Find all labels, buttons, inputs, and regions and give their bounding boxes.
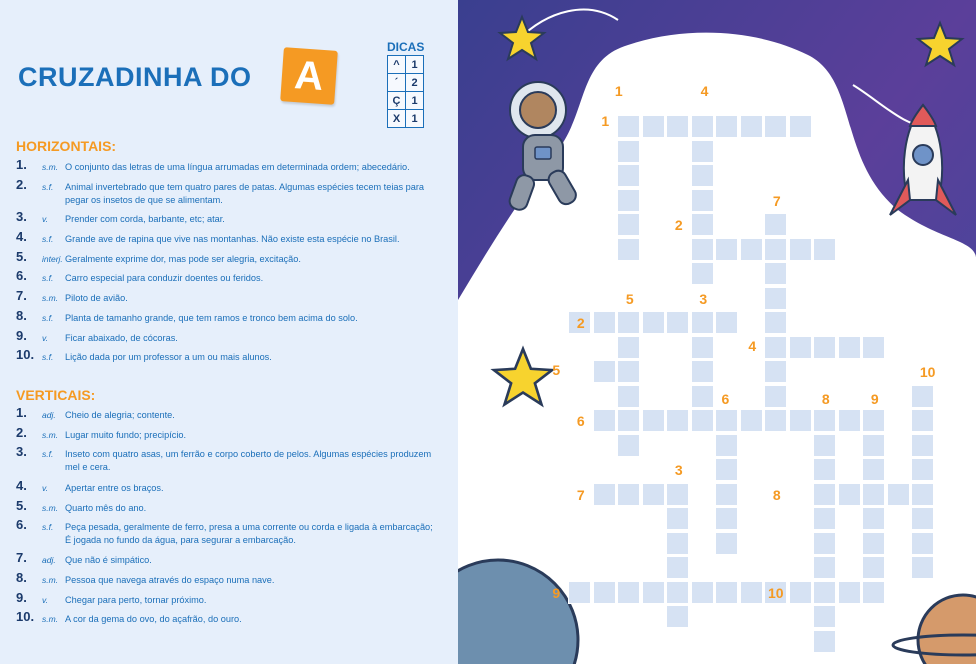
hint-count: 1 [406,110,424,128]
clue-class: interj. [42,254,63,264]
clue-number: 8. [16,570,27,585]
grid-cell[interactable] [617,409,640,432]
clue-class: v. [42,214,48,224]
clue-class: s.f. [42,449,54,459]
grid-cell[interactable] [617,164,640,187]
grid-cell[interactable] [666,115,689,138]
clue-class: v. [42,483,48,493]
clue-number: 8. [16,308,27,323]
grid-cell[interactable] [617,140,640,163]
grid-cell[interactable] [617,483,640,506]
grid-cell[interactable] [740,581,763,604]
grid-cell[interactable] [642,409,665,432]
grid-cell[interactable] [568,581,591,604]
clue-class: s.m. [42,503,59,513]
grid-cell[interactable] [764,385,787,408]
grid-cell[interactable] [813,605,836,628]
grid-cell[interactable] [691,140,714,163]
grid-cell[interactable] [715,483,738,506]
grid-cell[interactable] [789,238,812,261]
grid-cell[interactable] [813,458,836,481]
clue-number: 1. [16,405,27,420]
grid-cell[interactable] [593,360,616,383]
grid-cell[interactable] [911,556,934,579]
grid-cell[interactable] [764,409,787,432]
clue-number-label: 9 [870,391,879,408]
grid-cell[interactable] [715,409,738,432]
grid-cell[interactable] [666,409,689,432]
grid-cell[interactable] [862,532,885,555]
clue-text: Quarto mês do ano. [65,503,147,513]
hint-count: 1 [406,56,424,74]
grid-cell[interactable] [715,238,738,261]
clue-number-label: 4 [700,82,709,99]
grid-cell[interactable] [715,532,738,555]
clue-text: Apertar entre os braços. [65,483,164,493]
grid-cell[interactable] [642,311,665,334]
clue-number-label: 3 [699,290,708,307]
clue-text: Carro especial para conduzir doentes ou feridos. [65,273,264,283]
clue-number: 6. [16,517,27,532]
grid-cell[interactable] [789,581,812,604]
clue-text: Pessoa que navega através do espaço numa nave. [65,575,275,585]
hint-symbol: ´ [388,74,406,92]
grid-cell[interactable] [642,581,665,604]
clue-text: Piloto de avião. [65,293,128,303]
grid-cell[interactable] [764,213,787,236]
clue-number: 5. [16,498,27,513]
grid-cell[interactable] [813,581,836,604]
grid-cell[interactable] [911,409,934,432]
grid-cell[interactable] [715,458,738,481]
clue-number-label: 2 [576,315,585,332]
clue-number-label: 5 [552,362,561,378]
grid-cell[interactable] [617,311,640,334]
clue-text: Geralmente exprime dor, mas pode ser alegria, excitação. [65,254,301,264]
title-letter: A [293,53,325,99]
grid-cell[interactable] [715,115,738,138]
grid-cell[interactable] [715,311,738,334]
clue-text: Ficar abaixado, de cócoras. [65,333,178,343]
clue-number-label: 7 [772,192,781,209]
clue-text: O conjunto das letras de uma língua arrumadas em determinada ordem; abecedário. [65,162,410,172]
grid-cell[interactable] [764,262,787,285]
grid-cell[interactable] [764,311,787,334]
clue-number: 3. [16,209,27,224]
clue-number: 5. [16,249,27,264]
clue-class: s.m. [42,430,59,440]
grid-cell[interactable] [862,434,885,457]
hints-table [387,55,424,128]
grid-cell[interactable] [911,507,934,530]
grid-cell[interactable] [666,483,689,506]
grid-cell[interactable] [617,434,640,457]
clue-number-label: 2 [674,217,683,234]
grid-cell[interactable] [911,385,934,408]
grid-cell[interactable] [838,409,861,432]
grid-cell[interactable] [593,311,616,334]
clue-class: s.f. [42,522,54,532]
grid-cell[interactable] [691,164,714,187]
clue-number-label: 1 [614,82,623,99]
grid-cell[interactable] [838,336,861,359]
grid-cell[interactable] [593,409,616,432]
clue-text: Grande ave de rapina que vive nas montanhas. Não existe esta espécie no Brasil. [65,234,400,244]
clue-number: 4. [16,478,27,493]
astronaut-bear-icon [498,75,598,215]
grid-cell[interactable] [813,507,836,530]
grid-cell[interactable] [617,385,640,408]
clue-number: 7. [16,550,27,565]
grid-cell[interactable] [764,336,787,359]
grid-cell[interactable] [764,115,787,138]
grid-cell[interactable] [862,507,885,530]
grid-cell[interactable] [813,434,836,457]
grid-cell[interactable] [642,115,665,138]
clue-class: s.m. [42,575,59,585]
title-letter-badge [280,47,338,105]
clue-number: 6. [16,268,27,283]
grid-cell[interactable] [642,483,665,506]
clue-class: s.m. [42,293,59,303]
grid-cell[interactable] [691,262,714,285]
grid-cell[interactable] [813,556,836,579]
clue-number: 9. [16,590,27,605]
clue-class: s.f. [42,352,54,362]
grid-cell[interactable] [862,581,885,604]
clue-class: s.m. [42,614,59,624]
clue-text: Prender com corda, barbante, etc; atar. [65,214,225,224]
grid-cell[interactable] [740,115,763,138]
grid-cell[interactable] [666,556,689,579]
grid-cell[interactable] [887,483,910,506]
grid-cell[interactable] [691,213,714,236]
grid-cell[interactable] [593,483,616,506]
crossword-area [458,0,976,664]
grid-cell[interactable] [862,458,885,481]
clue-text: Lugar muito fundo; precipício. [65,430,187,440]
grid-cell[interactable] [617,238,640,261]
clue-number: 10. [16,347,35,362]
clue-text: Animal invertebrado que tem quatro pares de patas. Algumas espécies tecem teias para pegar os insetos de que se alimentam. [65,182,425,205]
clue-number-label: 4 [748,337,757,354]
grid-cell[interactable] [666,532,689,555]
grid-cell[interactable] [911,532,934,555]
grid-cell[interactable] [617,581,640,604]
grid-cell[interactable] [911,434,934,457]
grid-cell[interactable] [813,409,836,432]
star-icon [497,14,547,64]
grid-cell[interactable] [764,287,787,310]
hint-symbol: ^ [388,56,406,74]
clue-class: adj. [42,410,56,420]
star-icon [915,20,965,70]
clue-number-label: 7 [576,486,585,503]
grid-cell[interactable] [789,115,812,138]
hint-symbol: X [388,110,406,128]
clues-panel [0,0,458,664]
grid-cell[interactable] [911,483,934,506]
grid-cell[interactable] [813,336,836,359]
grid-cell[interactable] [740,409,763,432]
horizontal-heading: HORIZONTAIS: [16,138,117,154]
grid-cell[interactable] [813,238,836,261]
grid-cell[interactable] [593,581,616,604]
grid-cell[interactable] [838,483,861,506]
clue-number-label: 8 [772,486,781,503]
clue-number-label: 5 [625,290,634,307]
clue-text: Cheio de alegria; contente. [65,410,175,420]
rocket-icon [878,100,968,230]
grid-cell[interactable] [740,238,763,261]
clue-class: s.f. [42,234,54,244]
clue-class: s.f. [42,273,54,283]
clue-number: 2. [16,425,27,440]
clue-text: Inseto com quatro asas, um ferrão e corpo coberto de pelos. Algumas espécies produzem mel e cera. [65,449,432,472]
vertical-heading: VERTICAIS: [16,387,96,403]
grid-cell[interactable] [691,311,714,334]
grid-cell[interactable] [715,434,738,457]
clue-class: v. [42,333,48,343]
grid-cell[interactable] [715,581,738,604]
clue-number: 4. [16,229,27,244]
grid-cell[interactable] [666,311,689,334]
grid-cell[interactable] [617,360,640,383]
grid-cell[interactable] [617,115,640,138]
clue-number-label: 8 [821,391,830,408]
grid-cell[interactable] [862,556,885,579]
clue-text: A cor da gema do ovo, do açafrão, do ouro. [65,614,242,624]
grid-cell[interactable] [691,409,714,432]
grid-cell[interactable] [813,483,836,506]
clue-class: s.f. [42,182,54,192]
clue-class: v. [42,595,48,605]
grid-cell[interactable] [666,581,689,604]
clue-class: s.m. [42,162,59,172]
clue-text: Chegar para perto, tornar próximo. [65,595,207,605]
grid-cell[interactable] [715,507,738,530]
grid-cell[interactable] [691,238,714,261]
clue-number: 1. [16,157,27,172]
grid-cell[interactable] [911,458,934,481]
clue-text: Planta de tamanho grande, que tem ramos e tronco bem acima do solo. [65,313,358,323]
grid-cell[interactable] [691,189,714,212]
clue-number-label: 10 [919,364,936,381]
grid-cell[interactable] [764,238,787,261]
clue-text: Que não é simpático. [65,555,152,565]
grid-cell[interactable] [862,336,885,359]
grid-cell[interactable] [617,213,640,236]
grid-cell[interactable] [789,336,812,359]
grid-cell[interactable] [666,507,689,530]
clue-number-label: 6 [576,413,585,430]
hints-label: DICAS [387,40,425,54]
clue-text: Lição dada por um professor a um ou mais alunos. [65,352,272,362]
grid-cell[interactable] [862,409,885,432]
grid-cell[interactable] [691,581,714,604]
clue-number-label: 6 [721,391,730,408]
clue-class: adj. [42,555,56,565]
hint-symbol: Ç [388,92,406,110]
grid-cell[interactable] [691,336,714,359]
clue-number: 10. [16,609,35,624]
grid-cell[interactable] [666,605,689,628]
clue-number: 9. [16,328,27,343]
grid-cell[interactable] [838,581,861,604]
grid-cell[interactable] [813,532,836,555]
clue-number-label: 9 [552,584,561,601]
clue-number-label: 3 [674,462,683,479]
grid-cell[interactable] [862,483,885,506]
clue-number-label: 1 [601,113,610,130]
grid-cell[interactable] [813,630,836,653]
grid-cell[interactable] [691,115,714,138]
hint-count: 2 [406,74,424,92]
grid-cell[interactable] [691,360,714,383]
clue-text: Peça pesada, geralmente de ferro, presa a uma corrente ou corda e ligada à embarcação; É jogada no fundo da água, para segurar a embarcação. [65,522,433,545]
clue-number: 3. [16,444,27,459]
hint-count: 1 [406,92,424,110]
grid-cell[interactable] [764,360,787,383]
grid-cell[interactable] [789,409,812,432]
grid-cell[interactable] [691,385,714,408]
page-title: CRUZADINHA DO [18,62,252,92]
clue-number: 7. [16,288,27,303]
clue-class: s.f. [42,313,54,323]
clue-number-label: 10 [768,584,784,601]
grid-cell[interactable] [617,336,640,359]
clue-number: 2. [16,177,27,192]
grid-cell[interactable] [617,189,640,212]
star-icon [490,345,556,411]
